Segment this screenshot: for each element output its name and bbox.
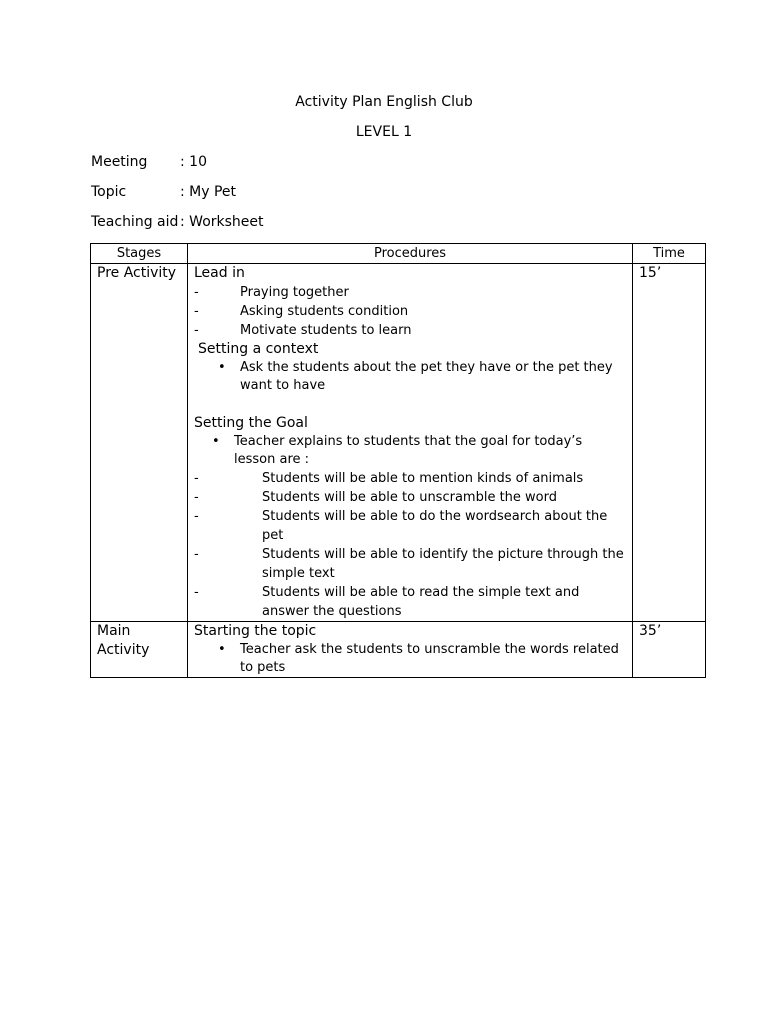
stage-cell: Pre Activity bbox=[91, 264, 188, 622]
list-item-text: Students will be able to identify the picture through the simple text bbox=[262, 547, 624, 581]
list-item-text: Students will be able to unscramble the word bbox=[262, 490, 557, 505]
meta-value: : 10 bbox=[180, 154, 207, 170]
list-item bbox=[194, 545, 626, 583]
procedures-cell bbox=[188, 622, 633, 678]
dash-marker: - bbox=[194, 471, 199, 486]
list-item bbox=[194, 488, 626, 507]
dash-marker: - bbox=[194, 547, 199, 562]
goal-intro-list bbox=[194, 433, 626, 469]
header-stages: Stages bbox=[91, 244, 188, 264]
lead-in-heading: Lead in bbox=[194, 265, 245, 281]
list-item bbox=[194, 359, 626, 395]
dash-marker: - bbox=[194, 304, 199, 319]
dash-marker: - bbox=[194, 490, 199, 505]
list-item-text: Teacher explains to students that the goal for today’s lesson are : bbox=[234, 434, 583, 467]
meta-meeting bbox=[91, 154, 207, 170]
meta-key: Meeting bbox=[91, 154, 148, 170]
list-item-text: Asking students condition bbox=[240, 304, 409, 319]
list-item-text: Praying together bbox=[240, 285, 349, 300]
context-list bbox=[194, 359, 626, 395]
meta-value: : Worksheet bbox=[180, 214, 264, 230]
dash-marker: - bbox=[194, 585, 199, 600]
list-item bbox=[194, 283, 626, 302]
header-time: Time bbox=[633, 244, 706, 264]
bullet-marker: • bbox=[218, 642, 226, 657]
time-cell: 35’ bbox=[633, 622, 706, 678]
table-header-row bbox=[91, 244, 706, 264]
meta-key: Topic bbox=[91, 184, 127, 200]
meta-value: : My Pet bbox=[180, 184, 237, 200]
dash-marker: - bbox=[194, 509, 199, 524]
list-item bbox=[194, 469, 626, 488]
bullet-marker: • bbox=[212, 434, 220, 449]
dash-marker: - bbox=[194, 285, 199, 300]
meta-key: Teaching aid bbox=[91, 214, 179, 230]
meta-topic bbox=[91, 184, 236, 200]
document-title: Activity Plan English Club bbox=[295, 94, 473, 110]
list-item-text: Students will be able to mention kinds of animals bbox=[262, 471, 584, 486]
dash-marker: - bbox=[194, 323, 199, 338]
list-item-text: Motivate students to learn bbox=[240, 323, 412, 338]
bullet-marker: • bbox=[218, 360, 226, 375]
time-cell: 15’ bbox=[633, 264, 706, 622]
table-row bbox=[91, 622, 706, 678]
list-item-text: Teacher ask the students to unscramble the words related to pets bbox=[240, 642, 619, 675]
list-item bbox=[194, 641, 626, 677]
list-item bbox=[194, 302, 626, 321]
topic-heading: Starting the topic bbox=[194, 623, 317, 639]
header-procedures: Procedures bbox=[188, 244, 633, 264]
context-heading: Setting a context bbox=[198, 341, 319, 357]
list-item bbox=[194, 507, 626, 545]
list-item-text: Ask the students about the pet they have or the pet they want to have bbox=[240, 360, 613, 393]
list-item-text: Students will be able to read the simple text and answer the questions bbox=[262, 585, 580, 619]
stage-cell: Main Activity bbox=[91, 622, 188, 678]
list-item bbox=[194, 583, 626, 621]
topic-list bbox=[194, 641, 626, 677]
lead-in-list bbox=[194, 283, 626, 340]
table-row bbox=[91, 264, 706, 622]
goal-list bbox=[194, 469, 626, 621]
goal-heading: Setting the Goal bbox=[194, 415, 308, 431]
procedures-cell bbox=[188, 264, 633, 622]
activity-plan-table bbox=[90, 243, 706, 678]
meta-teaching-aid bbox=[91, 214, 264, 230]
list-item bbox=[194, 433, 626, 469]
list-item bbox=[194, 321, 626, 340]
document-level: LEVEL 1 bbox=[355, 124, 413, 140]
list-item-text: Students will be able to do the wordsearch about the pet bbox=[262, 509, 608, 543]
